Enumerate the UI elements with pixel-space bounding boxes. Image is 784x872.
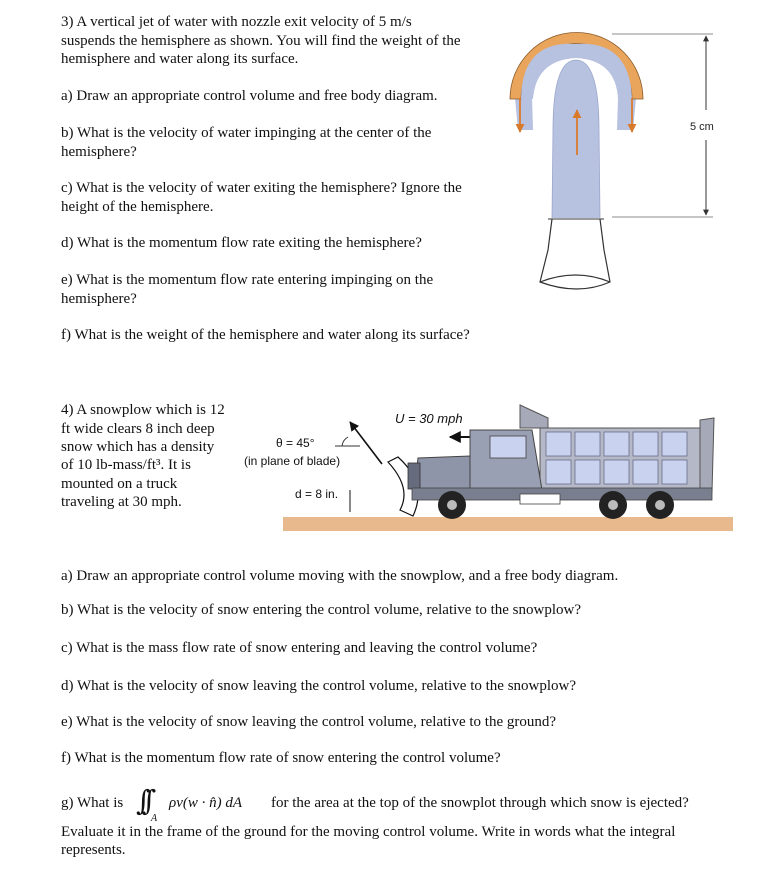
integral-subscript: A xyxy=(151,813,158,824)
p4-intro-line-3: snow which has a density xyxy=(61,439,215,455)
water-film-left xyxy=(515,98,533,130)
p3-intro-line-2: suspends the hemisphere as shown. You will find the weight of the xyxy=(61,33,461,49)
water-film-right xyxy=(617,98,636,130)
p4-question-g-suffix: for the area at the top of the snowplot through which snow is ejected? xyxy=(271,795,689,811)
angle-label: θ = 45° xyxy=(276,436,315,450)
double-integral-sign: ∫∫ xyxy=(136,784,148,817)
p4-question-g-line-2: Evaluate it in the frame of the ground for the moving control volume. Write in words what the integral xyxy=(61,824,676,840)
snow-ejection-arrow xyxy=(350,422,382,464)
p4-question-d: d) What is the velocity of snow leaving the control volume, relative to the snowplow? xyxy=(61,678,577,694)
p4-question-c: c) What is the mass flow rate of snow entering and leaving the control volume? xyxy=(61,640,538,656)
p4-question-g-prefix: g) What is xyxy=(61,795,124,811)
p4-question-b: b) What is the velocity of snow entering the control volume, relative to the snowplow? xyxy=(61,602,582,618)
p3-intro-line-1: 3) A vertical jet of water with nozzle exit velocity of 5 m/s xyxy=(61,14,412,30)
p3-intro-line-3: hemisphere and water along its surface. xyxy=(61,51,299,67)
p4-intro-line-4: of 10 lb-mass/ft³. It is xyxy=(61,457,191,473)
p4-intro-line-6: traveling at 30 mph. xyxy=(61,494,182,510)
front-wheel xyxy=(438,491,466,519)
grille xyxy=(408,463,420,489)
truck-hood xyxy=(414,456,470,492)
dimension-label: 5 cm xyxy=(690,121,714,133)
p4-question-e: e) What is the velocity of snow leaving the control volume, relative to the ground? xyxy=(61,714,556,730)
p4-intro-line-5: mounted on a truck xyxy=(61,476,178,492)
p3-question-a: a) Draw an appropriate control volume and free body diagram. xyxy=(61,88,438,104)
cab-window xyxy=(490,436,526,458)
p4-intro-line-2: ft wide clears 8 inch deep xyxy=(61,421,215,437)
p3-question-b-line-2: hemisphere? xyxy=(61,144,137,160)
p3-question-d: d) What is the momentum flow rate exiting the hemisphere? xyxy=(61,235,422,251)
snowplow-figure xyxy=(240,395,740,545)
p3-question-f: f) What is the weight of the hemisphere and water along its surface? xyxy=(61,327,470,343)
p3-question-b-line-1: b) What is the velocity of water impinging at the center of the xyxy=(61,125,432,141)
p3-question-c-line-1: c) What is the velocity of water exiting the hemisphere? Ignore the xyxy=(61,180,462,196)
rear-wheel-2 xyxy=(646,491,674,519)
p4-question-g xyxy=(61,784,761,824)
p4-question-g-integrand: ρv(w · n̂) dA xyxy=(169,795,243,811)
angle-note: (in plane of blade) xyxy=(244,454,341,468)
p3-question-c-line-2: height of the hemisphere. xyxy=(61,199,214,215)
jet-hemisphere-figure xyxy=(505,25,735,295)
p4-question-a: a) Draw an appropriate control volume moving with the snowplow, and a free body diagram. xyxy=(61,568,619,584)
p3-question-e-line-2: hemisphere? xyxy=(61,291,137,307)
rear-wheel-1 xyxy=(599,491,627,519)
p4-question-g-line-3: represents. xyxy=(61,842,126,858)
p4-intro-line-1: 4) A snowplow which is 12 xyxy=(61,402,225,418)
p4-question-f: f) What is the momentum flow rate of snow entering the control volume? xyxy=(61,750,501,766)
depth-label: d = 8 in. xyxy=(295,487,339,501)
speed-label: U = 30 mph xyxy=(395,411,463,426)
ground xyxy=(283,517,733,531)
p3-question-e-line-1: e) What is the momentum flow rate entering impinging on the xyxy=(61,272,434,288)
